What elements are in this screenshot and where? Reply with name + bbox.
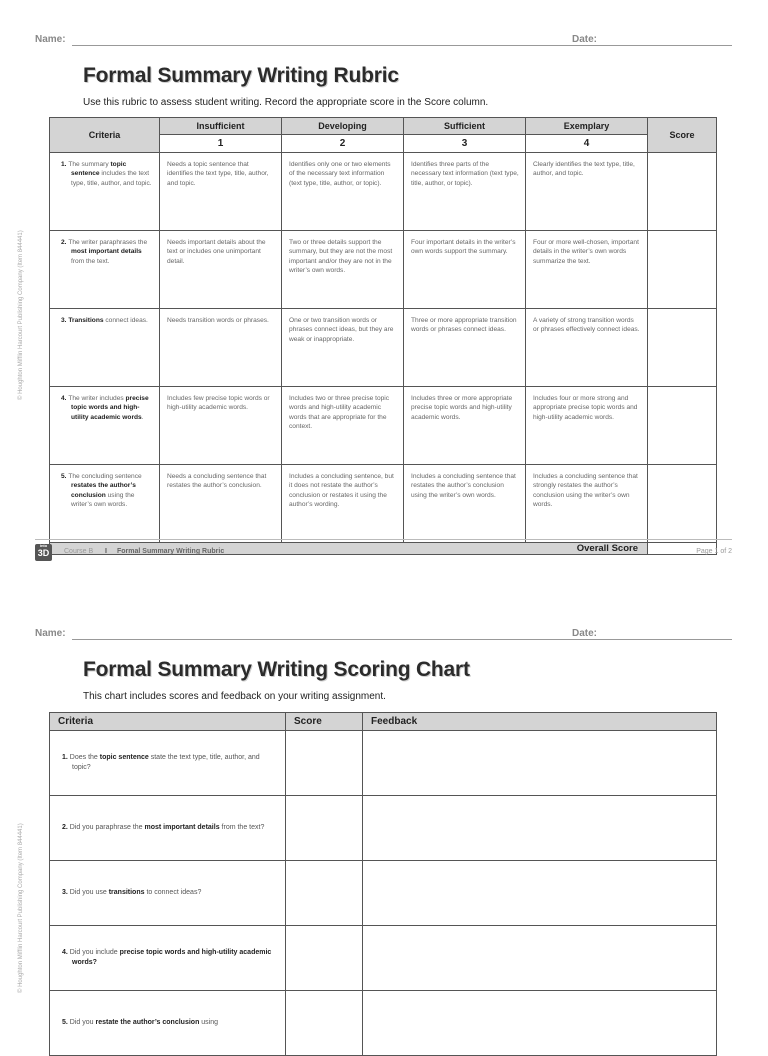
rubric-criterion: 4. The writer includes precise topic words and high-utility academic words. [50, 387, 160, 465]
rubric-title: Formal Summary Writing Rubric [83, 64, 399, 87]
name-line-2[interactable] [72, 639, 604, 640]
scoring-question: 5. Did you restate the author’s conclusion using [50, 991, 286, 1056]
rubric-cell-sufficient: Four important details in the writer’s own words support the summary. [404, 231, 526, 309]
name-label-2: Name: [35, 628, 66, 639]
rubric-cell-sufficient: Includes three or more appropriate precise topic words and high-utility academic words. [404, 387, 526, 465]
scoring-question: 2. Did you paraphrase the most important details from the text? [50, 796, 286, 861]
rubric-score-cell[interactable] [648, 309, 717, 387]
rubric-cell-exemplary: A variety of strong transition words or phrases effectively connect ideas. [526, 309, 648, 387]
date-line[interactable] [603, 45, 732, 46]
rubric-score-cell[interactable] [648, 387, 717, 465]
level-score-2: 2 [282, 135, 404, 153]
copyright-side-text: © Houghton Mifflin Harcourt Publishing Company (Item 844441) [18, 230, 24, 400]
level-score-1: 1 [160, 135, 282, 153]
scoring-question: 4. Did you include precise topic words and high-utility academic words? [50, 926, 286, 991]
into-3d-logo: into 3D [35, 544, 52, 561]
score-header: Score [648, 118, 717, 153]
scoring-score-header: Score [286, 713, 363, 731]
scoring-feedback-cell[interactable] [363, 731, 717, 796]
rubric-cell-exemplary: Includes a concluding sentence that strongly restates the author’s conclusion using the writer’s own words. [526, 465, 648, 543]
rubric-cell-sufficient: Three or more appropriate transition words or phrases connect ideas. [404, 309, 526, 387]
date-label: Date: [572, 34, 598, 45]
rubric-criterion: 5. The concluding sentence restates the author’s conclusion using the writer’s own words. [50, 465, 160, 543]
rubric-cell-developing: Includes a concluding sentence, but it does not restate the author’s conclusion or restates it using the author’s wording. [282, 465, 404, 543]
rubric-row [50, 153, 717, 231]
rubric-cell-insufficient: Includes few precise topic words or high-utility academic words. [160, 387, 282, 465]
rubric-cell-insufficient: Needs a topic sentence that identifies the text type, title, author, and topic. [160, 153, 282, 231]
rubric-instructions: Use this rubric to assess student writing. Record the appropriate score in the Score column. [83, 97, 489, 108]
rubric-table [49, 117, 717, 555]
rubric-row [50, 387, 717, 465]
scoring-criteria-header: Criteria [50, 713, 286, 731]
rubric-criterion: 2. The writer paraphrases the most important details from the text. [50, 231, 160, 309]
rubric-cell-exemplary: Clearly identifies the text type, title, author, and topic. [526, 153, 648, 231]
level-label-developing: Developing [282, 118, 404, 135]
rubric-cell-exemplary: Four or more well-chosen, important details in the writer’s own words summarize the text. [526, 231, 648, 309]
date-line-2[interactable] [603, 639, 732, 640]
scoring-feedback-cell[interactable] [363, 861, 717, 926]
level-score-3: 3 [404, 135, 526, 153]
footer-page-number: Page 1 of 2 [696, 548, 732, 555]
rubric-cell-developing: Two or three details support the summary, but they are not the most important and/or they are not in the writer’s own words. [282, 231, 404, 309]
scoring-row [50, 861, 717, 926]
level-score-4: 4 [526, 135, 648, 153]
scoring-feedback-cell[interactable] [363, 796, 717, 861]
scoring-score-cell[interactable] [286, 991, 363, 1056]
date-label-2: Date: [572, 628, 598, 639]
level-label-exemplary: Exemplary [526, 118, 648, 135]
name-line[interactable] [72, 45, 604, 46]
scoring-title: Formal Summary Writing Scoring Chart [83, 658, 470, 681]
scoring-instructions: This chart includes scores and feedback on your writing assignment. [83, 691, 386, 702]
copyright-side-text-2: © Houghton Mifflin Harcourt Publishing Company (Item 844441) [18, 823, 24, 993]
footer-course: Course B [64, 548, 94, 555]
scoring-row [50, 731, 717, 796]
scoring-score-cell[interactable] [286, 796, 363, 861]
scoring-row [50, 926, 717, 991]
rubric-criterion: 3. Transitions connect ideas. [50, 309, 160, 387]
rubric-row [50, 231, 717, 309]
rubric-cell-insufficient: Needs a concluding sentence that restates the author’s conclusion. [160, 465, 282, 543]
scoring-score-cell[interactable] [286, 926, 363, 991]
footer-separator: I [105, 548, 107, 555]
name-date-row-2 [35, 626, 732, 642]
rubric-cell-insufficient: Needs transition words or phrases. [160, 309, 282, 387]
scoring-row [50, 796, 717, 861]
scoring-score-cell[interactable] [286, 731, 363, 796]
rubric-score-cell[interactable] [648, 465, 717, 543]
page-footer [35, 539, 732, 564]
rubric-cell-developing: Includes two or three precise topic words and high-utility academic words that are appropriate for the context. [282, 387, 404, 465]
footer-doc-title: Formal Summary Writing Rubric [117, 548, 225, 555]
rubric-cell-sufficient: Identifies three parts of the necessary text information (text type, title, author, or topic). [404, 153, 526, 231]
name-label: Name: [35, 34, 66, 45]
scoring-feedback-cell[interactable] [363, 991, 717, 1056]
level-label-insufficient: Insufficient [160, 118, 282, 135]
criteria-header: Criteria [50, 118, 160, 153]
rubric-cell-sufficient: Includes a concluding sentence that restates the author’s conclusion using the writer’s own words. [404, 465, 526, 543]
rubric-cell-exemplary: Includes four or more strong and appropriate precise topic words and high-utility academic words. [526, 387, 648, 465]
rubric-row [50, 309, 717, 387]
scoring-question: 3. Did you use transitions to connect ideas? [50, 861, 286, 926]
scoring-score-cell[interactable] [286, 861, 363, 926]
rubric-score-cell[interactable] [648, 153, 717, 231]
level-label-sufficient: Sufficient [404, 118, 526, 135]
rubric-cell-developing: Identifies only one or two elements of the necessary text information (text type, title, author, or topic). [282, 153, 404, 231]
scoring-question: 1. Does the topic sentence state the text type, title, author, and topic? [50, 731, 286, 796]
scoring-feedback-cell[interactable] [363, 926, 717, 991]
scoring-feedback-header: Feedback [363, 713, 717, 731]
name-date-row [35, 32, 732, 48]
rubric-row [50, 465, 717, 543]
scoring-table [49, 712, 717, 1056]
rubric-cell-insufficient: Needs important details about the text or includes one unimportant detail. [160, 231, 282, 309]
scoring-row [50, 991, 717, 1056]
rubric-criterion: 1. The summary topic sentence includes the text type, title, author, and topic. [50, 153, 160, 231]
rubric-score-cell[interactable] [648, 231, 717, 309]
overall-score-label: Overall Score [50, 543, 648, 555]
rubric-cell-developing: One or two transition words or phrases connect ideas, but they are weak or inappropriate. [282, 309, 404, 387]
